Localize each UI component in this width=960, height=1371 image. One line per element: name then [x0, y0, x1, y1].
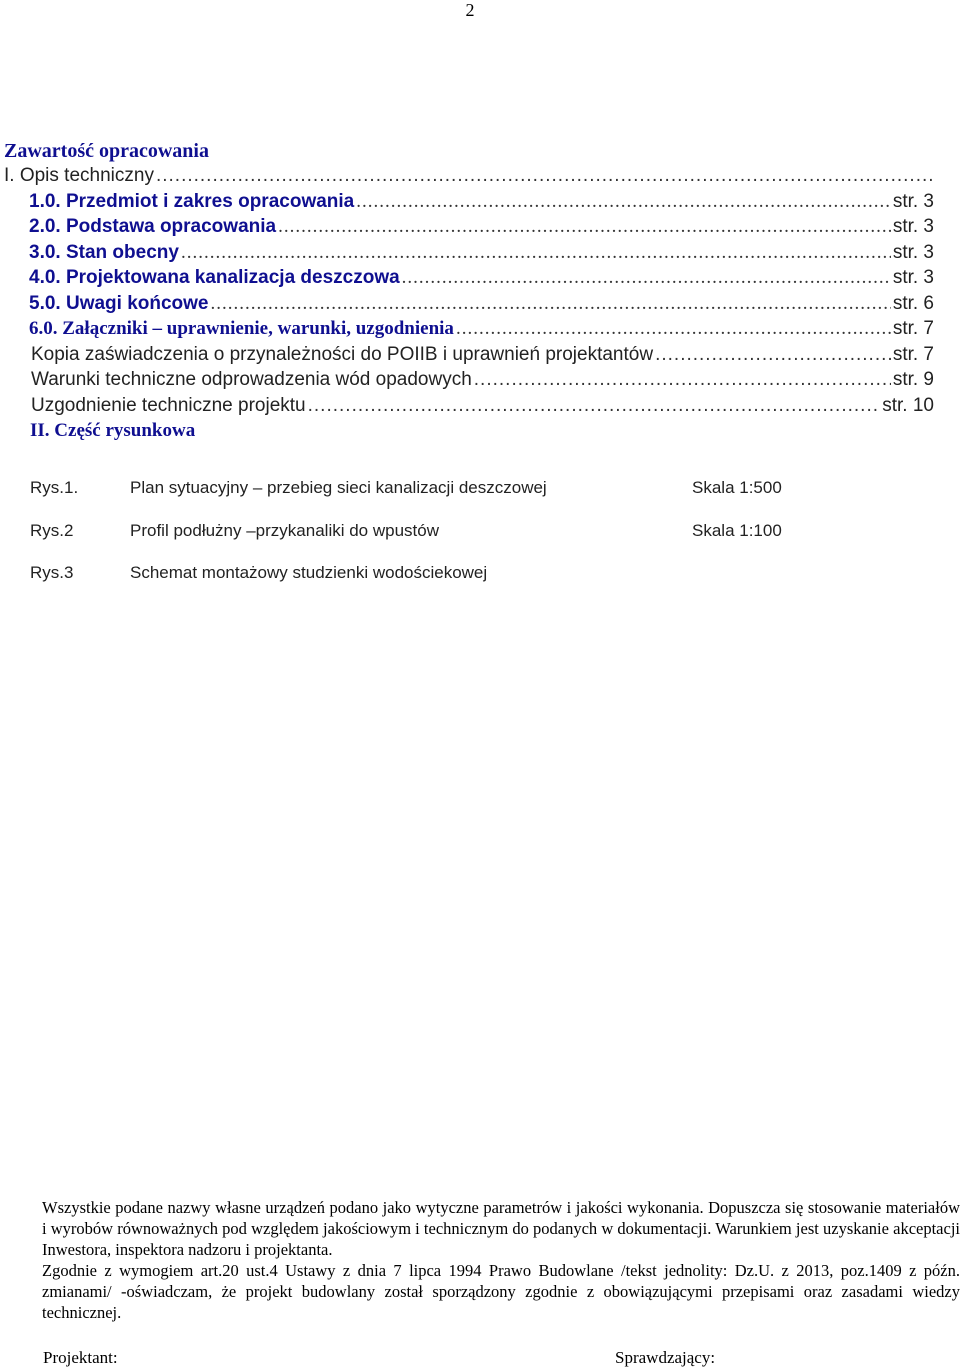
- toc-leader: [456, 318, 891, 340]
- toc-row-page: str. 9: [892, 369, 934, 390]
- toc-leader: [156, 165, 932, 187]
- toc-leader: [308, 395, 881, 417]
- figure-scale: Skala 1:100: [692, 521, 782, 540]
- toc-row-page: str. 7: [892, 318, 934, 339]
- figure-description: Profil podłużny –przykanaliki do wpustów: [130, 521, 439, 540]
- figure-scale: Skala 1:500: [692, 478, 782, 497]
- toc-row-page: str. 10: [882, 394, 934, 416]
- toc-row-label: 5.0. Uwagi końcowe: [29, 292, 209, 314]
- toc-row-label: 3.0. Stan obecny: [29, 241, 179, 263]
- page-number: 2: [465, 0, 475, 20]
- toc-row-zalaczniki[interactable]: [4, 318, 934, 344]
- toc-leader: [402, 267, 891, 289]
- figure-number: Rys.3: [30, 563, 74, 582]
- toc-row-warunki[interactable]: [4, 369, 934, 395]
- figure-description: Schemat montażowy studzienki wodościekowej: [130, 563, 488, 582]
- toc-row-uzgodnienie[interactable]: [4, 395, 934, 421]
- toc-leader: [655, 344, 891, 366]
- equivalents-note: Wszystkie podane nazwy własne urządzeń podano jako wytyczne parametrów i jakości wykonania. Dopuszcza się stosowanie materiałów i wyrobów równoważnych pod względem jakościowym i technicznym do podanych w dokumentacji. Warunkiem jest uzyskanie akceptacji Inwestora, inspektora nadzoru i projektanta.: [42, 1198, 960, 1259]
- toc-row-label: 1.0. Przedmiot i zakres opracowania: [29, 190, 355, 212]
- toc-row-podstawa[interactable]: [4, 216, 934, 242]
- toc-row-przedmiot[interactable]: [4, 191, 934, 217]
- toc-row-page: str. 6: [892, 292, 934, 314]
- toc-row-label: Warunki techniczne odprowadzenia wód opadowych: [31, 369, 472, 390]
- toc-row-stan[interactable]: [4, 242, 934, 268]
- table-of-contents: [4, 165, 934, 420]
- toc-leader: [356, 191, 891, 213]
- toc-row-uwagi[interactable]: [4, 293, 934, 319]
- figure-number: Rys.2: [30, 521, 74, 540]
- toc-row-label: Kopia zaświadczenia o przynależności do POIIB i uprawnień projektantów: [31, 343, 654, 365]
- toc-row-page: str. 3: [892, 241, 934, 263]
- toc-leader: [278, 216, 891, 238]
- toc-row-label: 6.0. Załączniki – uprawnienie, warunki, uzgodnienia: [29, 318, 454, 339]
- toc-leader: [181, 242, 891, 264]
- toc-row-page: str. 3: [892, 216, 934, 237]
- toc-row-kopia[interactable]: [4, 344, 934, 370]
- section-drawings-heading: II. Część rysunkowa: [30, 420, 196, 441]
- toc-row-label: 2.0. Podstawa opracowania: [29, 216, 277, 237]
- toc-row-kanalizacja[interactable]: [4, 267, 934, 293]
- notes-block: [30, 1197, 960, 1323]
- toc-row-opis[interactable]: [4, 165, 934, 191]
- toc-row-label: Uzgodnienie techniczne projektu: [31, 394, 306, 416]
- toc-row-page: str. 7: [892, 343, 934, 365]
- toc-row-page: str. 3: [892, 267, 934, 288]
- figure-description: Plan sytuacyjny – przebieg sieci kanalizacji deszczowej: [130, 478, 547, 497]
- figure-number: Rys.1.: [30, 478, 79, 497]
- toc-row-page: str. 3: [892, 190, 934, 212]
- checker-label: Sprawdzający:: [615, 1348, 716, 1367]
- designer-label: Projektant:: [43, 1348, 118, 1367]
- compliance-statement: Zgodnie z wymogiem art.20 ust.4 Ustawy z dnia 7 lipca 1994 Prawo Budowlane /tekst jednolity: Dz.U. z 2013, poz.1409 z późn. zmianami/ -oświadczam, że projekt budowlany został sporządzony zgodnie z obowiązującymi przepisami oraz zasadami wiedzy technicznej.: [42, 1261, 960, 1322]
- toc-leader: [474, 369, 891, 391]
- toc-leader: [211, 293, 891, 315]
- toc-row-label: I. Opis techniczny: [4, 165, 154, 186]
- toc-title: Zawartość opracowania: [4, 140, 209, 162]
- toc-row-label: 4.0. Projektowana kanalizacja deszczowa: [29, 267, 400, 288]
